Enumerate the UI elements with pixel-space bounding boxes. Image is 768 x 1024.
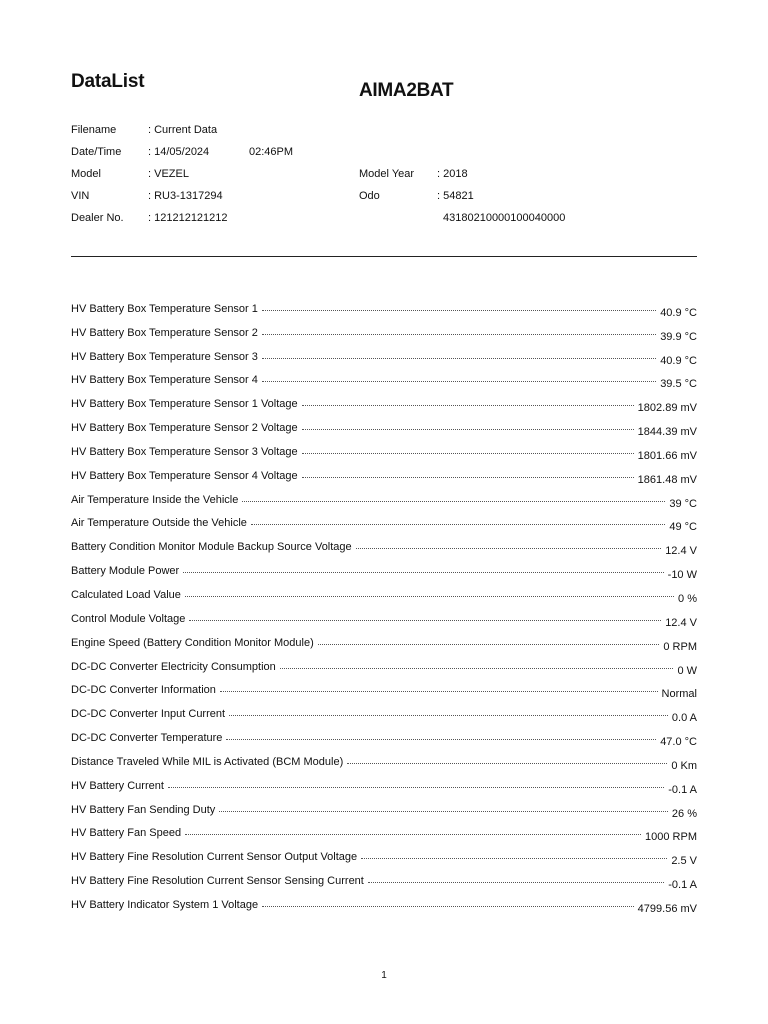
data-row — [71, 560, 697, 584]
dot-leader — [185, 834, 641, 835]
data-value: 1861.48 mV — [637, 473, 697, 486]
data-value: 40.9 °C — [660, 306, 697, 319]
data-label: HV Battery Indicator System 1 Voltage — [71, 898, 259, 911]
data-row — [71, 298, 697, 322]
vin-value: : RU3-1317294 — [148, 190, 223, 202]
data-label: HV Battery Box Temperature Sensor 2 Voltage — [71, 422, 298, 435]
data-row — [71, 465, 697, 489]
data-label: HV Battery Box Temperature Sensor 3 — [71, 350, 258, 363]
model-label: Model — [71, 168, 101, 180]
dot-leader — [262, 906, 634, 907]
data-list — [71, 298, 697, 918]
data-label: HV Battery Box Temperature Sensor 1 Voltage — [71, 398, 298, 411]
dot-leader — [242, 501, 665, 502]
dot-leader — [219, 811, 668, 812]
data-label: HV Battery Box Temperature Sensor 2 — [71, 326, 258, 339]
odo-label: Odo — [359, 190, 380, 202]
data-value: -0.1 A — [668, 879, 697, 892]
data-label: HV Battery Fan Speed — [71, 827, 182, 840]
dot-leader — [226, 739, 656, 740]
data-row — [71, 536, 697, 560]
data-value: 0 RPM — [663, 640, 697, 653]
data-value: Normal — [661, 688, 697, 701]
data-row — [71, 393, 697, 417]
data-label: DC-DC Converter Temperature — [71, 732, 223, 745]
data-value: 49 °C — [669, 521, 697, 534]
data-value: 12.4 V — [665, 616, 697, 629]
dot-leader — [302, 477, 634, 478]
data-label: Battery Module Power — [71, 565, 180, 578]
document-code: AIMA2BAT — [359, 80, 454, 101]
data-label: HV Battery Box Temperature Sensor 4 — [71, 374, 258, 387]
data-label: Distance Traveled While MIL is Activated (BCM Module) — [71, 755, 344, 768]
data-row — [71, 870, 697, 894]
dot-leader — [189, 620, 661, 621]
data-row — [71, 823, 697, 847]
data-value: 39.5 °C — [660, 378, 697, 391]
dot-leader — [251, 524, 665, 525]
page-title: DataList — [71, 71, 145, 92]
dot-leader — [280, 668, 674, 669]
data-row — [71, 584, 697, 608]
dot-leader — [302, 405, 634, 406]
model-year-label: Model Year — [359, 168, 415, 180]
dot-leader — [262, 310, 656, 311]
dot-leader — [318, 644, 660, 645]
model-value: : VEZEL — [148, 168, 189, 180]
data-label: Air Temperature Outside the Vehicle — [71, 517, 247, 530]
model-year-value: : 2018 — [437, 168, 468, 180]
data-label: HV Battery Fan Sending Duty — [71, 803, 216, 816]
data-row — [71, 513, 697, 537]
data-value: 1844.39 mV — [637, 426, 697, 439]
data-value: 39 °C — [669, 497, 697, 510]
data-row — [71, 799, 697, 823]
dot-leader — [220, 691, 658, 692]
header-divider — [71, 256, 697, 257]
vin-label: VIN — [71, 190, 90, 202]
odo-value: : 54821 — [437, 190, 474, 202]
data-label: DC-DC Converter Input Current — [71, 708, 226, 721]
data-row — [71, 703, 697, 727]
data-value: -0.1 A — [668, 783, 697, 796]
dot-leader — [229, 715, 668, 716]
data-value: 40.9 °C — [660, 354, 697, 367]
data-row — [71, 727, 697, 751]
date-value: : 14/05/2024 — [148, 146, 210, 158]
dealer-label: Dealer No. — [71, 212, 124, 224]
data-label: HV Battery Current — [71, 779, 164, 792]
data-row — [71, 608, 697, 632]
dot-leader — [183, 572, 663, 573]
data-label: DC-DC Converter Electricity Consumption — [71, 660, 276, 673]
data-label: Control Module Voltage — [71, 612, 186, 625]
filename-value: : Current Data — [148, 124, 218, 136]
data-value: 39.9 °C — [660, 330, 697, 343]
data-row — [71, 370, 697, 394]
data-label: DC-DC Converter Information — [71, 684, 216, 697]
data-value: 0 % — [678, 592, 697, 605]
data-value: 0 Km — [671, 759, 697, 772]
data-row — [71, 632, 697, 656]
dealer-value: : 121212121212 — [148, 212, 228, 224]
data-row — [71, 346, 697, 370]
dot-leader — [262, 334, 656, 335]
dot-leader — [356, 548, 662, 549]
data-value: 0.0 A — [671, 712, 697, 725]
data-label: Engine Speed (Battery Condition Monitor Module) — [71, 636, 314, 649]
datetime-label: Date/Time — [71, 146, 122, 158]
data-label: HV Battery Box Temperature Sensor 1 — [71, 302, 258, 315]
dot-leader — [347, 763, 667, 764]
data-row — [71, 680, 697, 704]
serial-number: 43180210000100040000 — [443, 212, 566, 224]
dot-leader — [185, 596, 674, 597]
data-row — [71, 656, 697, 680]
dot-leader — [262, 358, 656, 359]
data-row — [71, 894, 697, 918]
data-row — [71, 489, 697, 513]
time-value: 02:46PM — [249, 146, 294, 158]
dot-leader — [361, 858, 667, 859]
data-label: HV Battery Box Temperature Sensor 4 Voltage — [71, 469, 298, 482]
data-value: 1000 RPM — [645, 831, 697, 844]
data-row — [71, 322, 697, 346]
data-value: 47.0 °C — [660, 736, 697, 749]
data-label: Battery Condition Monitor Module Backup Source Voltage — [71, 541, 352, 554]
data-label: HV Battery Box Temperature Sensor 3 Voltage — [71, 445, 298, 458]
data-label: Calculated Load Value — [71, 588, 181, 601]
dot-leader — [168, 787, 664, 788]
data-label: HV Battery Fine Resolution Current Sensor Output Voltage — [71, 851, 358, 864]
data-value: -10 W — [667, 569, 697, 582]
data-value: 26 % — [671, 807, 697, 820]
data-row — [71, 417, 697, 441]
filename-label: Filename — [71, 124, 117, 136]
data-row — [71, 775, 697, 799]
dot-leader — [302, 453, 634, 454]
data-value: 2.5 V — [671, 855, 697, 868]
data-value: 1801.66 mV — [637, 449, 697, 462]
dot-leader — [368, 882, 664, 883]
dot-leader — [262, 381, 656, 382]
data-row — [71, 441, 697, 465]
data-value: 12.4 V — [665, 545, 697, 558]
data-value: 1802.89 mV — [637, 402, 697, 415]
data-label: Air Temperature Inside the Vehicle — [71, 493, 239, 506]
page-number: 1 — [381, 970, 387, 981]
data-value: 4799.56 mV — [637, 902, 697, 915]
data-row — [71, 846, 697, 870]
data-value: 0 W — [677, 664, 697, 677]
data-row — [71, 751, 697, 775]
data-label: HV Battery Fine Resolution Current Sensor Sensing Current — [71, 875, 364, 888]
dot-leader — [302, 429, 634, 430]
